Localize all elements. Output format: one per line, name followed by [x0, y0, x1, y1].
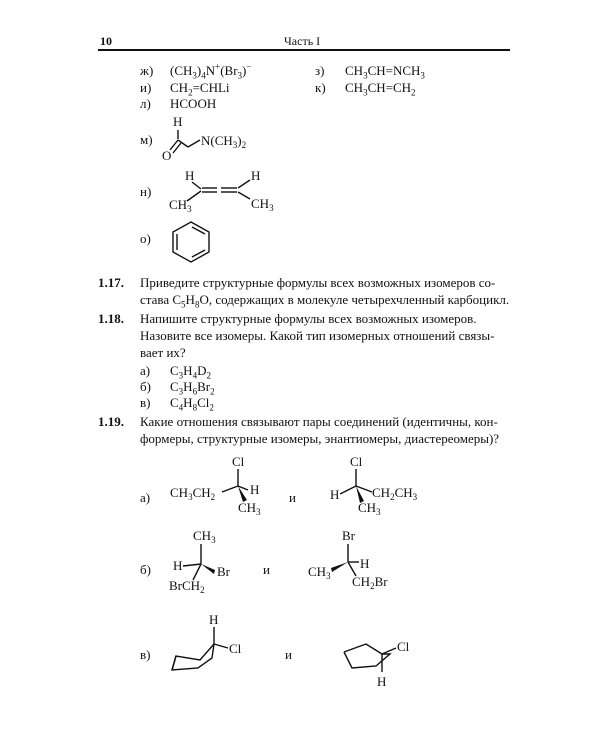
item-letter: б)	[140, 562, 151, 577]
pair-a-right-structure	[328, 452, 448, 517]
pair-b-left-structure	[165, 526, 255, 594]
header-rule	[98, 49, 510, 51]
pair-c-right-cyclohexane	[338, 632, 428, 692]
item-formula: $C_4H_8Cl_2$	[170, 395, 214, 413]
item-formula: $CH_3CH=CH_2$	[345, 80, 416, 98]
item-formula: $(CH_3)_4N^+(Br_3)^-$	[170, 61, 252, 81]
atom-h-left: H	[185, 168, 195, 183]
item-letter: л)	[140, 96, 151, 111]
item-letter: з)	[315, 63, 325, 78]
item-letter: в)	[140, 395, 151, 410]
problem-text: Напишите структурные формулы всех возможных изомеров.	[140, 311, 477, 326]
atom-o: O	[162, 148, 172, 163]
atom-h: H	[209, 612, 219, 627]
problem-text: Приведите структурные формулы всех возможных изомеров со-	[140, 275, 496, 290]
atom-h: H	[330, 487, 340, 502]
item-letter: к)	[315, 80, 326, 95]
problem-number: 1.19.	[98, 414, 124, 429]
atom-cl: Cl	[397, 639, 410, 654]
conjunction: и	[285, 647, 292, 662]
running-title: Часть I	[284, 34, 321, 48]
methyl-right: CH	[251, 196, 270, 211]
dimethylformamide-structure	[162, 112, 285, 163]
svg-text:N(CH3)2: $N(CH_3)_2$	[201, 133, 247, 150]
item-letter: ж)	[140, 63, 154, 78]
benzene-structure	[168, 220, 214, 264]
item-letter: о)	[140, 231, 151, 246]
svg-text:CH3: $CH_3$	[238, 500, 261, 517]
problem-number: 1.17.	[98, 275, 124, 290]
atom-br: Br	[342, 528, 355, 543]
atom-cl: Cl	[229, 641, 242, 656]
atom-h: H	[250, 482, 260, 497]
atom-cl: Cl	[350, 454, 363, 469]
svg-text:CH3: $CH_3$	[169, 197, 192, 214]
atom-cl: Cl	[232, 454, 245, 469]
atom-br: Br	[217, 564, 230, 579]
pair-a-left-structure	[168, 452, 278, 517]
pair-c-left-cyclohexane	[170, 610, 260, 675]
svg-text:CH3: $CH_3$	[251, 196, 274, 213]
methyl-left: CH	[169, 197, 188, 212]
svg-text:CH3: $CH_3$	[193, 528, 216, 545]
item-letter: а)	[140, 363, 151, 378]
atom-h: H	[173, 114, 183, 129]
problem-text: формеры, структурные изомеры, энантиомеры, диастереомеры)?	[140, 431, 500, 446]
svg-text:CH3: $CH_3$	[358, 500, 381, 517]
allene-structure	[165, 168, 285, 216]
item-letter: и)	[140, 80, 152, 95]
svg-text:CH3: $CH_3$	[308, 564, 331, 581]
item-letter: м)	[140, 132, 153, 147]
item-formula: $C_3H_4D_2$	[170, 363, 211, 381]
atom-h: H	[360, 556, 370, 571]
item-formula: $CH_2=CHLi$	[170, 80, 230, 98]
problem-text: Назовите все изомеры. Какой тип изомерных отношений связы-	[140, 328, 495, 343]
item-letter: а)	[140, 490, 151, 505]
atom-h: H	[377, 674, 387, 689]
conjunction: и	[263, 562, 270, 577]
page-number: 10	[100, 34, 112, 48]
problem-text: става $C_5H_8O$, содержащих в молекуле четырехчленный карбоцикл.	[140, 292, 510, 310]
group-n: N(CH	[201, 133, 233, 148]
svg-text:CH3CH2: $CH_3CH_2$	[170, 485, 216, 502]
svg-text:CH2Br: $CH_2Br$	[352, 574, 388, 591]
item-letter: в)	[140, 647, 151, 662]
conjunction: и	[289, 490, 296, 505]
problem-number: 1.18.	[98, 311, 124, 326]
svg-text:CH2CH3: $CH_2CH_3$	[372, 485, 418, 502]
pair-b-right-structure	[306, 526, 416, 594]
problem-text: вает их?	[140, 345, 186, 360]
item-formula: HCOOH	[170, 96, 217, 111]
item-letter: б)	[140, 379, 151, 394]
atom-h-right: H	[251, 168, 261, 183]
problem-text: Какие отношения связывают пары соединений (идентичны, кон-	[140, 414, 498, 429]
item-letter: н)	[140, 184, 152, 199]
item-formula: $CH_3CH=NCH_3$	[345, 63, 425, 81]
svg-text:BrCH2: BrCH$_2$	[169, 578, 205, 595]
item-formula: $C_3H_6Br_2$	[170, 379, 215, 397]
atom-h: H	[173, 558, 183, 573]
